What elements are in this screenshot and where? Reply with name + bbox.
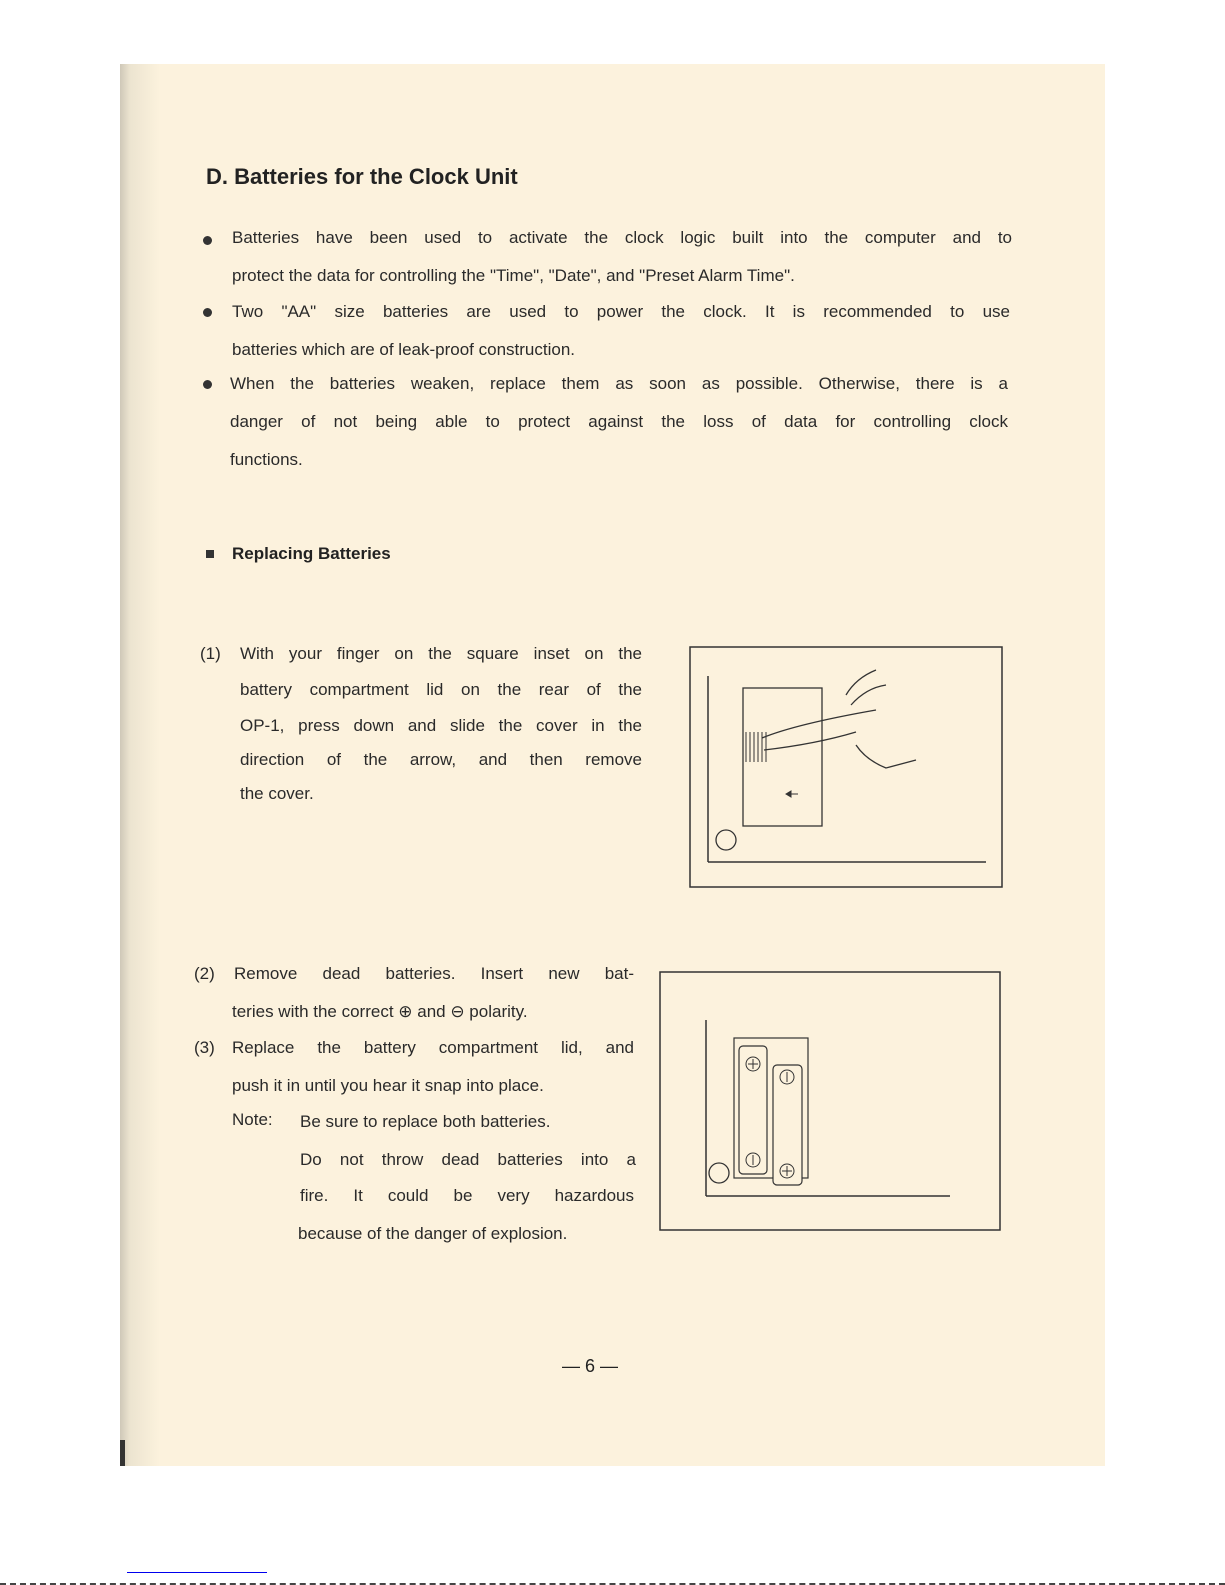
step-3-number: (3) bbox=[194, 1038, 215, 1057]
bullet-2-line-1: Two "AA" size batteries are used to power the clock. It is recommended to use bbox=[232, 302, 1010, 321]
step-2-line: teries with the correct ⊕ and ⊖ polarity. bbox=[232, 1002, 528, 1021]
link-underline bbox=[127, 1572, 267, 1573]
note-line: Be sure to replace both batteries. bbox=[300, 1112, 551, 1131]
section-heading: D. Batteries for the Clock Unit bbox=[206, 164, 518, 189]
note-label: Note: bbox=[232, 1110, 273, 1129]
battery-insertion-illustration bbox=[656, 970, 1006, 1260]
note-line: fire. It could be very hazardous bbox=[300, 1186, 634, 1205]
note-line: Do not throw dead batteries into a bbox=[300, 1150, 636, 1169]
step-2-number: (2) bbox=[194, 964, 215, 983]
step-3-line: Replace the battery compartment lid, and bbox=[232, 1038, 634, 1057]
note-line: because of the danger of explosion. bbox=[298, 1224, 568, 1243]
step-1-line: the cover. bbox=[240, 784, 314, 803]
step-1-number: (1) bbox=[200, 644, 221, 663]
bullet-icon bbox=[203, 380, 212, 389]
step-1-line: OP-1, press down and slide the cover in the bbox=[240, 716, 642, 735]
bullet-1-line-2: protect the data for controlling the "Time", "Date", and "Preset Alarm Time". bbox=[232, 266, 795, 285]
bullet-icon bbox=[203, 236, 212, 245]
step-1-line: battery compartment lid on the rear of the bbox=[240, 680, 642, 699]
bullet-2-line-2: batteries which are of leak-proof construction. bbox=[232, 340, 576, 359]
bullet-icon bbox=[203, 308, 212, 317]
square-bullet-icon bbox=[206, 550, 214, 558]
bullet-3-line-2: danger of not being able to protect against the loss of data for controlling clock bbox=[230, 412, 1008, 431]
step-2-line: Remove dead batteries. Insert new bat- bbox=[234, 964, 634, 983]
page-number: — 6 — bbox=[562, 1356, 619, 1376]
bullet-3-line-1: When the batteries weaken, replace them as soon as possible. Otherwise, there is a bbox=[230, 374, 1008, 393]
lid-removal-illustration bbox=[676, 640, 1006, 890]
step-1-line: direction of the arrow, and then remove bbox=[240, 750, 642, 769]
bullet-1-line-1: Batteries have been used to activate the clock logic built into the computer and to bbox=[232, 228, 1012, 247]
page-edge-shadow bbox=[120, 1440, 125, 1466]
step-1-line: With your finger on the square inset on the bbox=[240, 644, 642, 663]
subheading: Replacing Batteries bbox=[232, 544, 391, 563]
bullet-3-line-3: functions. bbox=[230, 450, 303, 469]
step-3-line: push it in until you hear it snap into place. bbox=[232, 1076, 544, 1095]
